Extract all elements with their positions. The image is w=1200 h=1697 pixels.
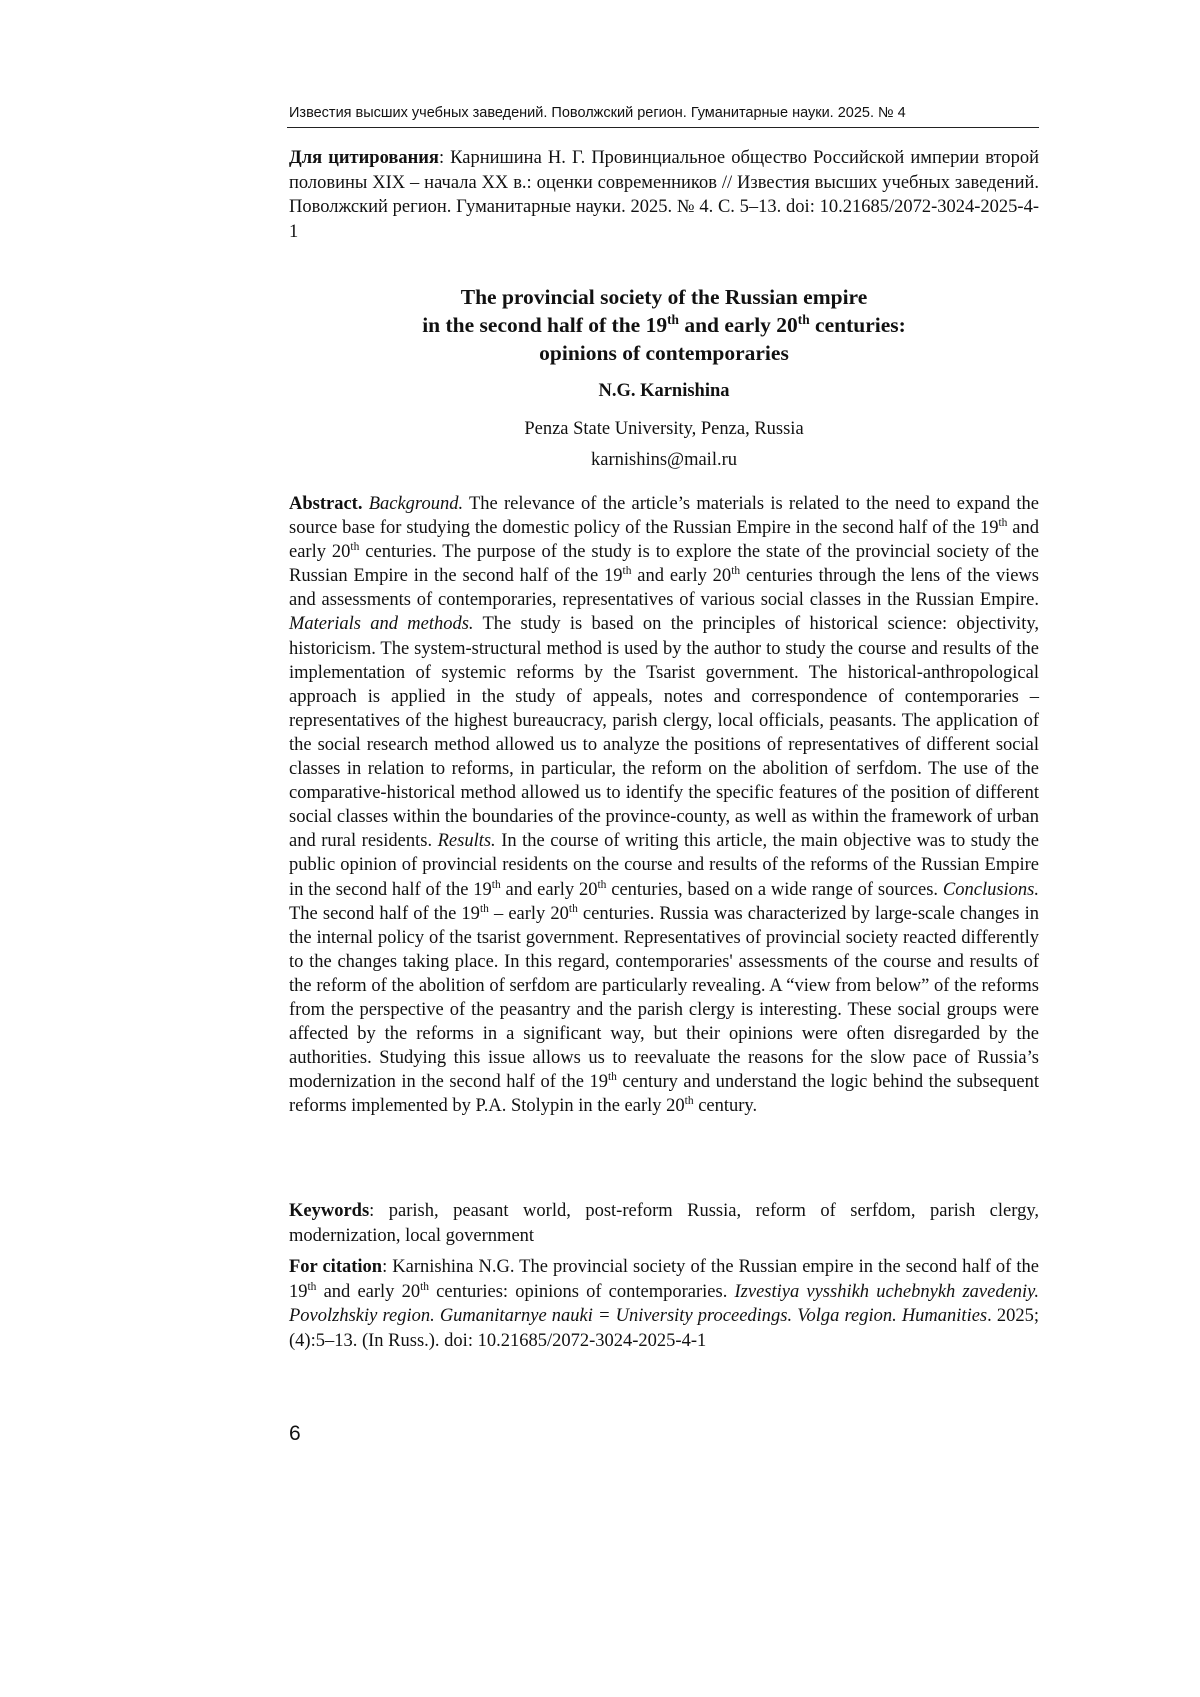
keywords bbox=[289, 1199, 1039, 1248]
page-number: 6 bbox=[289, 1422, 301, 1445]
title-line-1: The provincial society of the Russian empire bbox=[460, 285, 868, 309]
abstract-results-label: Results. bbox=[437, 831, 496, 852]
abstract-background-label: Background. bbox=[368, 494, 464, 514]
keywords-label: Keywords bbox=[289, 1201, 370, 1221]
abstract-conclusions-label: Conclusions. bbox=[942, 879, 1040, 900]
abstract: Abstract. Background. The relevance of the article’s materials is related to the need to expand the source base for studying the domestic policy of the Russian Empire in the second half of the 19th and early 20th centuries. The purpose of the study is to explore the state of the provincial society of the Russian Empire in the second half of the 19th and early 20th centuries through the lens of the views and assessments of contemporaries, representatives of various social classes in the Russian Empire. Materials and methods. The study is based on the principles of historical science: objectivity, historicism. The system-structural method is used by the author to study the course and results of the implementation of systemic reforms by the Tsarist government. The historical-anthropological approach is applied in the study of appeals, notes and correspondence of contemporaries – representatives of the highest bureaucracy, parish clergy, local officials, peasants. The application of the social research method allowed us to analyze the positions of representatives of different social classes in relation to reforms, in particular, the reform on the abolition of serfdom. The use of the comparative-historical method allowed us to identify the specific features of the position of different social classes within the boundaries of the province-county, as well as within the framework of urban and rural residents. Results. In the course of writing this article, the main objective was to study the public opinion of provincial residents on the course and results of the reforms of the Russian Empire in the second half of the 19th and early 20th centuries, based on a wide range of sources. Conclusions. The second half of the 19th – early 20th centuries. Russia was characterized by large-scale changes in the internal policy of the tsarist government. Representatives of provincial society reacted differently to the changes taking place. In this regard, contemporaries' assessments of the course and results of the reform of the abolition of serfdom are particularly revealing. A “view from below” of the reforms from the perspective of the peasantry and the parish clergy is interesting. These social groups were affected by the reforms in a significant way, but their opinions were often disregarded by the authorities. Studying this issue allows us to reevaluate the reasons for the slow pace of Russia’s modernization in the second half of the 19th century and understand the logic behind the subsequent reforms implemented by P.A. Stolypin in the early 20th century. bbox=[289, 494, 1040, 1117]
citation-ru-text: : Карнишина Н. Г. Провинциальное общество Российской империи второй половины XIX – начала XX в.: оценки современников // Известия высших учебных заведений. Поволжский регион. Гуманитарные науки. 2025. № 4. С. 5–13. doi: 10.21685/2072-3024-2025-4-1 bbox=[289, 148, 1039, 242]
keywords-text: : parish, peasant world, post-reform Russia, reform of serfdom, parish clergy, modernization, local government bbox=[289, 1201, 1039, 1246]
abstract-methods-label: Materials and methods. bbox=[289, 614, 474, 635]
citation-en: For citation: Karnishina N.G. The provincial society of the Russian empire in the second half of the 19th and early 20th centuries: opinions of contemporaries. Izvestiya vysshikh uchebnykh zavedeniy. Povolzhskiy region. Gumanitarnye nauki = University proceedings. Volga region. Humanities. 2025;(4):5–13. (In Russ.). doi: 10.21685/2072-3024-2025-4-1 bbox=[289, 1257, 1039, 1351]
author-affiliation: Penza State University, Penza, Russia bbox=[524, 419, 804, 439]
author-affiliation-block bbox=[289, 414, 1039, 476]
abstract-label: Abstract. bbox=[289, 494, 363, 514]
title-line-2: in the second half of the 19th and early 20th centuries: bbox=[422, 311, 906, 337]
citation-en-journal: Izvestiya vysshikh uchebnykh zavedeniy. Povolzhskiy region. Gumanitarnye nauki = University proceedings. Volga region. Humanities bbox=[289, 1281, 1039, 1326]
citation-ru bbox=[289, 146, 1039, 244]
running-header: Известия высших учебных заведений. Поволжский регион. Гуманитарные науки. 2025. № 4 bbox=[289, 105, 906, 121]
citation-en-label: For citation bbox=[289, 1257, 383, 1277]
citation-ru-label: Для цитирования bbox=[289, 148, 439, 168]
author-email: karnishins@mail.ru bbox=[590, 450, 737, 470]
article-title bbox=[289, 283, 1039, 367]
title-line-3: opinions of contemporaries bbox=[539, 341, 789, 365]
header-rule bbox=[287, 127, 1039, 128]
author-name: N.G. Karnishina bbox=[598, 381, 730, 401]
